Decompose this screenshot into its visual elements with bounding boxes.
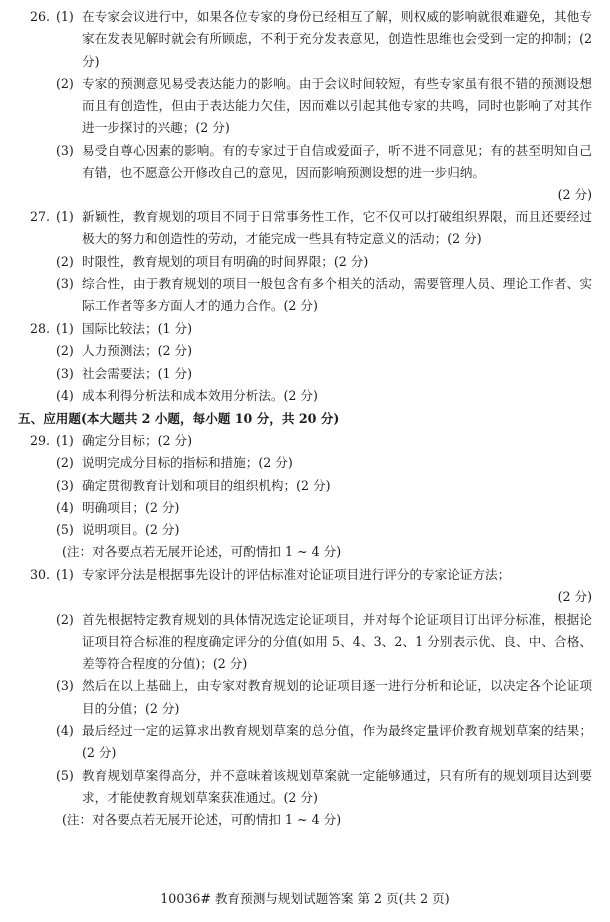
- q27-item-3-mark: (3): [56, 275, 74, 291]
- q28-item-2: [0, 340, 610, 362]
- q28-item-1: [0, 318, 610, 340]
- q27-item-2-text: 时限性，教育规划的项目有明确的时间界限；(2 分): [82, 253, 369, 269]
- q28-item-3-mark: (3): [56, 365, 74, 381]
- q28-item-4-text: 成本利得分析法和成本效用分析法。(2 分): [82, 387, 318, 403]
- q30-item-4-mark: (4): [56, 723, 74, 739]
- q29-note: (注：对各要点若无展开论述，可酌情扣 1 ~ 4 分): [62, 544, 342, 560]
- page-footer: 10036# 教育预测与规划试题答案 第 2 页(共 2 页): [160, 891, 450, 906]
- q30-note: (注：对各要点若无展开论述，可酌情扣 1 ~ 4 分): [62, 812, 342, 828]
- q26-item-3-mark: (3): [56, 142, 74, 158]
- q26-item-2-text: 专家的预测意见易受表达能力的影响。由于会议时间较短，有些专家虽有很不错的预测设想而且有创造性，但由于表达能力欠佳，因而难以引起其他专家的共鸣，同时也影响了对其作进一步探讨的兴趣；(2 分): [82, 75, 592, 136]
- q26-item-1-text: 在专家会议进行中，如果各位专家的身份已经相互了解，则权威的影响就很难避免，其他专家在发表见解时就会有所顾虑，不利于充分发表意见，创造性思维也会受到一定的抑制；(2 分): [82, 9, 592, 69]
- q28-number: 28.: [30, 321, 51, 336]
- question-29: [0, 430, 610, 564]
- q29-item-1-mark: (1): [56, 433, 74, 448]
- q29-item-5: [0, 519, 610, 541]
- q27-item-1-mark: (1): [56, 209, 74, 224]
- q30-item-3-mark: (3): [56, 678, 74, 694]
- q28-item-4: [0, 385, 610, 407]
- q29-item-4-mark: (4): [56, 499, 74, 515]
- q27-item-3: [0, 273, 610, 318]
- q29-number: 29.: [30, 433, 51, 448]
- q29-item-1-text: 确定分目标；(2 分): [82, 433, 192, 448]
- q29-item-2-mark: (2): [56, 455, 74, 471]
- q30-item-5: [0, 765, 610, 810]
- q29-item-1: [0, 430, 610, 452]
- q30-item-4-text: 最后经过一定的运算求出教育规划草案的总分值，作为最终定量评价教育规划草案的结果；(2 分): [82, 723, 592, 761]
- q30-item-1-score: (2 分): [557, 589, 592, 605]
- q26-item-1: [0, 6, 610, 73]
- q29-item-2-text: 说明完成分目标的指标和措施；(2 分): [82, 455, 293, 471]
- q28-item-3-text: 社会需要法；(1 分): [82, 365, 192, 381]
- q29-item-2: [0, 452, 610, 474]
- q26-item-3: [0, 140, 610, 185]
- q30-item-1-text: 专家评分法是根据事先设计的评估标准对论证项目进行评分的专家论证方法；: [82, 567, 511, 582]
- section-5-heading: 五、应用题(本大题共 2 小题，每小题 10 分，共 20 分): [18, 411, 340, 426]
- q27-number: 27.: [30, 209, 51, 224]
- q30-item-4: [0, 720, 610, 765]
- question-26: [0, 6, 610, 207]
- q27-item-2-mark: (2): [56, 253, 74, 269]
- question-27: [0, 206, 610, 317]
- q29-item-4-text: 明确项目；(2 分): [82, 499, 180, 515]
- q28-item-3: [0, 363, 610, 385]
- q26-number: 26.: [30, 9, 51, 24]
- q26-item-2: [0, 73, 610, 140]
- q30-item-1: [0, 564, 610, 586]
- q30-item-2-text: 首先根据特定教育规划的具体情况选定论证项目，并对每个论证项目订出评分标准，根据论证项目符合标准的程度确定评分的分值(如用 5、4、3、2、1 分别表示优、良、中、合格、差等符合程度的分值)；(2 分): [82, 611, 592, 672]
- q30-item-1-mark: (1): [56, 567, 74, 582]
- q26-item-1-mark: (1): [56, 9, 74, 24]
- q27-item-3-text: 综合性，由于教育规划的项目一般包含有多个相关的活动，需要管理人员、理论工作者、实际工作者等多方面人才的通力合作。(2 分): [82, 275, 592, 314]
- q29-item-3-text: 确定贯彻教育计划和项目的组织机构；(2 分): [82, 477, 331, 493]
- q28-item-2-mark: (2): [56, 343, 74, 359]
- q30-item-3: [0, 675, 610, 720]
- question-28: [0, 318, 610, 407]
- q29-item-4: [0, 497, 610, 519]
- q26-item-2-mark: (2): [56, 75, 74, 91]
- q30-item-2-mark: (2): [56, 611, 74, 627]
- q30-item-5-text: 教育规划草案得高分，并不意味着该规划草案就一定能够通过，只有所有的规划项目达到要求，才能使教育规划草案获准通过。(2 分): [82, 767, 592, 805]
- question-30: [0, 564, 610, 832]
- q26-tail-score: (2 分): [557, 187, 592, 203]
- q29-item-5-mark: (5): [56, 522, 74, 538]
- q27-item-1-text: 新颖性，教育规划的项目不同于日常事务性工作，它不仅可以打破组织界限，而且还要经过极大的努力和创造性的劳动，才能完成一些具有特定意义的活动；(2 分): [82, 209, 592, 247]
- q29-item-5-text: 说明项目。(2 分): [82, 522, 180, 538]
- q30-item-3-text: 然后在以上基础上，由专家对教育规划的论证项目逐一进行分析和论证，以决定各个论证项目的分值；(2 分): [82, 678, 592, 716]
- q27-item-2: [0, 251, 610, 273]
- q28-item-4-mark: (4): [56, 387, 74, 403]
- q27-item-1: [0, 206, 610, 251]
- q28-item-2-text: 人力预测法；(2 分): [82, 343, 192, 359]
- q28-item-1-text: 国际比较法；(1 分): [82, 321, 192, 336]
- q26-item-3-text: 易受自尊心因素的影响。有的专家过于自信或爱面子，听不进不同意见；有的甚至明知自己有错，也不愿意公开修改自己的意见，因而影响预测设想的进一步归纳。: [82, 142, 592, 181]
- q30-item-5-mark: (5): [56, 767, 74, 783]
- q29-item-3-mark: (3): [56, 477, 74, 493]
- q29-item-3: [0, 475, 610, 497]
- q28-item-1-mark: (1): [56, 321, 74, 336]
- q30-item-2: [0, 609, 610, 676]
- q30-number: 30.: [30, 567, 51, 582]
